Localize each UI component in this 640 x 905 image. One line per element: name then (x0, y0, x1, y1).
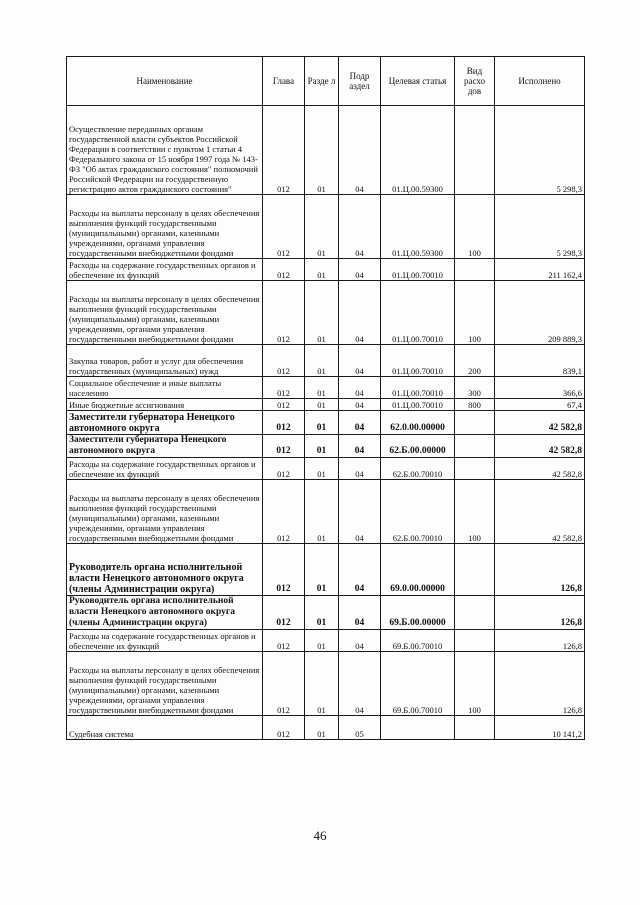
cell-vid (455, 106, 495, 195)
cell-statya: 01.Ц.00.70010 (381, 377, 455, 399)
cell-statya: 01.Ц.00.70010 (381, 399, 455, 411)
cell-glava: 012 (263, 399, 305, 411)
table-row (67, 281, 585, 345)
cell-razdel: 01 (305, 716, 339, 740)
table-row (67, 458, 585, 480)
cell-glava: 012 (263, 458, 305, 480)
cell-podrazdel: 04 (339, 630, 381, 652)
cell-statya: 01.Ц.00.59300 (381, 195, 455, 259)
table-body (67, 106, 585, 740)
cell-statya: 62.Б.00.00000 (381, 435, 455, 458)
cell-statya: 01.Ц.00.70010 (381, 281, 455, 345)
cell-name: Руководитель органа исполнительной власти Ненецкого автономного округа (члены Администрации округа) (67, 596, 263, 630)
cell-glava: 012 (263, 345, 305, 377)
cell-razdel: 01 (305, 195, 339, 259)
cell-vid: 100 (455, 652, 495, 716)
cell-name: Расходы на выплаты персоналу в целях обеспечения выполнения функций государственными (муниципальными) органами, казенными учреждениями, органами управления государственными внебюджетными фондами (67, 281, 263, 345)
cell-vid (455, 259, 495, 281)
cell-razdel: 01 (305, 596, 339, 630)
budget-table (66, 56, 585, 740)
cell-statya: 01.Ц.00.70010 (381, 259, 455, 281)
cell-name: Заместители губернатора Ненецкого автономного округа (67, 411, 263, 435)
header-statya: Целевая статья (381, 57, 455, 106)
cell-statya: 69.Б.00.00000 (381, 596, 455, 630)
table-row (67, 411, 585, 435)
cell-podrazdel: 04 (339, 377, 381, 399)
cell-vid (455, 596, 495, 630)
cell-statya: 01.Ц.00.70010 (381, 345, 455, 377)
cell-ispolneno: 126,8 (495, 630, 585, 652)
cell-ispolneno: 839,1 (495, 345, 585, 377)
cell-podrazdel: 04 (339, 411, 381, 435)
table-row (67, 544, 585, 596)
cell-name: Расходы на выплаты персоналу в целях обеспечения выполнения функций государственными (муниципальными) органами, казенными учреждениями, органами управления государственными внебюджетными фондами (67, 480, 263, 544)
table-row (67, 480, 585, 544)
table-row (67, 259, 585, 281)
cell-podrazdel: 04 (339, 345, 381, 377)
cell-razdel: 01 (305, 652, 339, 716)
cell-podrazdel: 04 (339, 652, 381, 716)
cell-podrazdel: 04 (339, 281, 381, 345)
table-row (67, 195, 585, 259)
cell-ispolneno: 5 298,3 (495, 195, 585, 259)
table-row (67, 435, 585, 458)
table-row (67, 345, 585, 377)
cell-razdel: 01 (305, 544, 339, 596)
cell-glava: 012 (263, 544, 305, 596)
cell-razdel: 01 (305, 399, 339, 411)
cell-ispolneno: 5 298,3 (495, 106, 585, 195)
cell-name: Расходы на содержание государственных органов и обеспечение их функций (67, 630, 263, 652)
cell-vid: 100 (455, 195, 495, 259)
cell-glava: 012 (263, 377, 305, 399)
cell-vid: 100 (455, 281, 495, 345)
cell-ispolneno: 10 141,2 (495, 716, 585, 740)
cell-ispolneno: 366,6 (495, 377, 585, 399)
cell-name: Судебная система (67, 716, 263, 740)
cell-glava: 012 (263, 259, 305, 281)
cell-razdel: 01 (305, 480, 339, 544)
header-podrazdel: Подр аздел (339, 57, 381, 106)
cell-glava: 012 (263, 652, 305, 716)
header-razdel: Разде л (305, 57, 339, 106)
cell-ispolneno: 126,8 (495, 544, 585, 596)
table-header-row (67, 57, 585, 106)
header-ispolneno: Исполнено (495, 57, 585, 106)
cell-podrazdel: 04 (339, 399, 381, 411)
cell-razdel: 01 (305, 106, 339, 195)
header-vid: Вид расхо дов (455, 57, 495, 106)
cell-vid: 300 (455, 377, 495, 399)
cell-podrazdel: 04 (339, 544, 381, 596)
cell-name: Иные бюджетные ассигнования (67, 399, 263, 411)
cell-glava: 012 (263, 480, 305, 544)
cell-name: Заместители губернатора Ненецкого автономного округа (67, 435, 263, 458)
table-row (67, 106, 585, 195)
cell-name: Руководитель органа исполнительной власти Ненецкого автономного округа (члены Администрации округа) (67, 544, 263, 596)
cell-glava: 012 (263, 435, 305, 458)
cell-ispolneno: 42 582,8 (495, 480, 585, 544)
cell-glava: 012 (263, 716, 305, 740)
cell-vid (455, 458, 495, 480)
cell-glava: 012 (263, 630, 305, 652)
table-row (67, 630, 585, 652)
cell-statya: 62.0.00.00000 (381, 411, 455, 435)
cell-ispolneno: 42 582,8 (495, 411, 585, 435)
cell-vid (455, 411, 495, 435)
cell-ispolneno: 67,4 (495, 399, 585, 411)
cell-podrazdel: 05 (339, 716, 381, 740)
cell-name: Расходы на содержание государственных органов и обеспечение их функций (67, 458, 263, 480)
cell-razdel: 01 (305, 411, 339, 435)
cell-podrazdel: 04 (339, 195, 381, 259)
table-row (67, 399, 585, 411)
cell-name: Осуществление переданных органам государственной власти субъектов Российской Федерации в соответствии с пунктом 1 статьи 4 Федерального закона от 15 ноября 1997 года № 143-ФЗ "Об актах гражданского состояния" полномочий Российской Федерации на государственную регистрацию актов гражданского состояния" (67, 106, 263, 195)
table-row (67, 652, 585, 716)
cell-razdel: 01 (305, 435, 339, 458)
cell-ispolneno: 42 582,8 (495, 435, 585, 458)
cell-glava: 012 (263, 411, 305, 435)
cell-ispolneno: 42 582,8 (495, 458, 585, 480)
cell-glava: 012 (263, 596, 305, 630)
cell-glava: 012 (263, 106, 305, 195)
cell-name: Расходы на выплаты персоналу в целях обеспечения выполнения функций государственными (муниципальными) органами, казенными учреждениями, органами управления государственными внебюджетными фондами (67, 195, 263, 259)
cell-statya: 62.Б.00.70010 (381, 458, 455, 480)
table-row (67, 716, 585, 740)
cell-podrazdel: 04 (339, 596, 381, 630)
cell-podrazdel: 04 (339, 480, 381, 544)
cell-razdel: 01 (305, 630, 339, 652)
cell-statya: 69.Б.00.70010 (381, 652, 455, 716)
cell-vid (455, 544, 495, 596)
table-row (67, 377, 585, 399)
cell-vid: 800 (455, 399, 495, 411)
header-name: Наименование (67, 57, 263, 106)
cell-statya: 62.Б.00.70010 (381, 480, 455, 544)
cell-podrazdel: 04 (339, 458, 381, 480)
cell-razdel: 01 (305, 259, 339, 281)
cell-ispolneno: 211 162,4 (495, 259, 585, 281)
cell-podrazdel: 04 (339, 259, 381, 281)
cell-glava: 012 (263, 281, 305, 345)
cell-name: Закупка товаров, работ и услуг для обеспечения государственных (муниципальных) нужд (67, 345, 263, 377)
cell-razdel: 01 (305, 458, 339, 480)
cell-ispolneno: 209 889,3 (495, 281, 585, 345)
cell-vid (455, 435, 495, 458)
cell-statya (381, 716, 455, 740)
table-row (67, 596, 585, 630)
cell-vid: 200 (455, 345, 495, 377)
header-glava: Глава (263, 57, 305, 106)
cell-vid (455, 716, 495, 740)
cell-glava: 012 (263, 195, 305, 259)
cell-statya: 69.Б.00.70010 (381, 630, 455, 652)
cell-name: Расходы на содержание государственных органов и обеспечение их функций (67, 259, 263, 281)
cell-name: Социальное обеспечение и иные выплаты населению (67, 377, 263, 399)
cell-ispolneno: 126,8 (495, 596, 585, 630)
cell-vid (455, 630, 495, 652)
cell-statya: 69.0.00.00000 (381, 544, 455, 596)
cell-razdel: 01 (305, 377, 339, 399)
cell-podrazdel: 04 (339, 106, 381, 195)
cell-statya: 01.Ц.00.59300 (381, 106, 455, 195)
cell-podrazdel: 04 (339, 435, 381, 458)
cell-razdel: 01 (305, 345, 339, 377)
cell-name: Расходы на выплаты персоналу в целях обеспечения выполнения функций государственными (муниципальными) органами, казенными учреждениями, органами управления государственными внебюджетными фондами (67, 652, 263, 716)
cell-vid: 100 (455, 480, 495, 544)
page-number: 46 (313, 828, 327, 843)
cell-ispolneno: 126,8 (495, 652, 585, 716)
cell-razdel: 01 (305, 281, 339, 345)
